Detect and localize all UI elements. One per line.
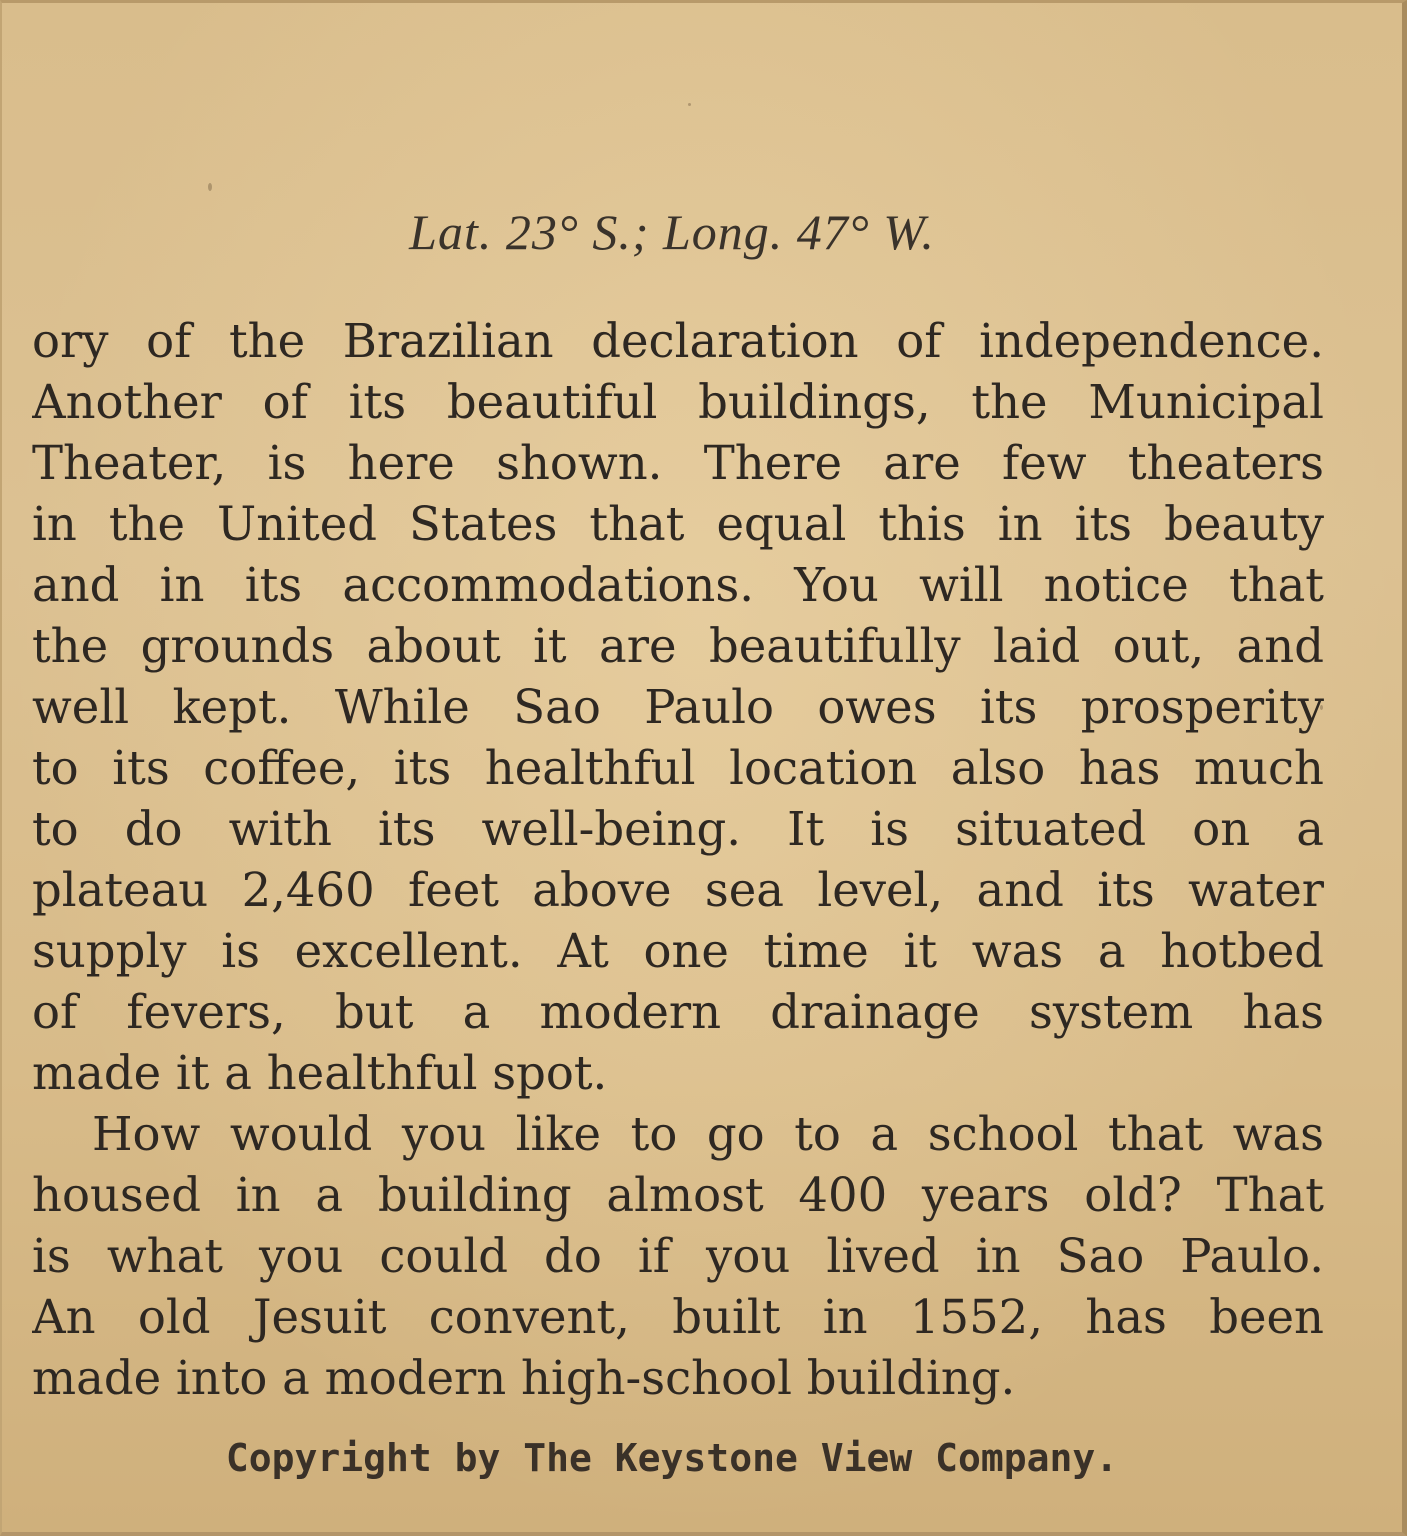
text-line: An old Jesuit convent, built in 1552, has been	[32, 1290, 1324, 1344]
text-line: ory of the Brazilian declaration of independence.	[32, 314, 1324, 368]
copyright-notice: Copyright by The Keystone View Company.	[225, 1436, 1119, 1480]
text-line: plateau 2,460 feet above sea level, and its water	[32, 863, 1324, 917]
text-line: How would you like to go to a school that was	[92, 1107, 1324, 1161]
text-line: in the United States that equal this in its beauty	[32, 497, 1324, 551]
text-line: supply is excellent. At one time it was a hotbed	[32, 924, 1324, 978]
text-line: housed in a building almost 400 years old? That	[32, 1168, 1324, 1222]
text-line: to do with its well-being. It is situated on a	[32, 802, 1324, 856]
text-line: the grounds about it are beautifully laid out, and	[32, 619, 1324, 673]
text-line: and in its accommodations. You will notice that	[32, 558, 1324, 612]
text-line: well kept. While Sao Paulo owes its prosperity	[32, 680, 1324, 734]
text-line: Theater, is here shown. There are few theaters	[32, 436, 1324, 490]
description-text	[32, 311, 1324, 1409]
text-line: made it a healthful spot.	[32, 1046, 608, 1100]
paper-speck	[208, 183, 212, 191]
coordinates-heading: Lat. 23° S.; Long. 47° W.	[409, 204, 935, 260]
text-line: of fevers, but a modern drainage system has	[32, 985, 1324, 1039]
text-line: Another of its beautiful buildings, the Municipal	[32, 375, 1324, 429]
text-line: is what you could do if you lived in Sao Paulo.	[32, 1229, 1324, 1283]
paper-speck	[688, 103, 691, 106]
text-line: to its coffee, its healthful location also has much	[32, 741, 1324, 795]
text-line: made into a modern high-school building.	[32, 1351, 1016, 1405]
